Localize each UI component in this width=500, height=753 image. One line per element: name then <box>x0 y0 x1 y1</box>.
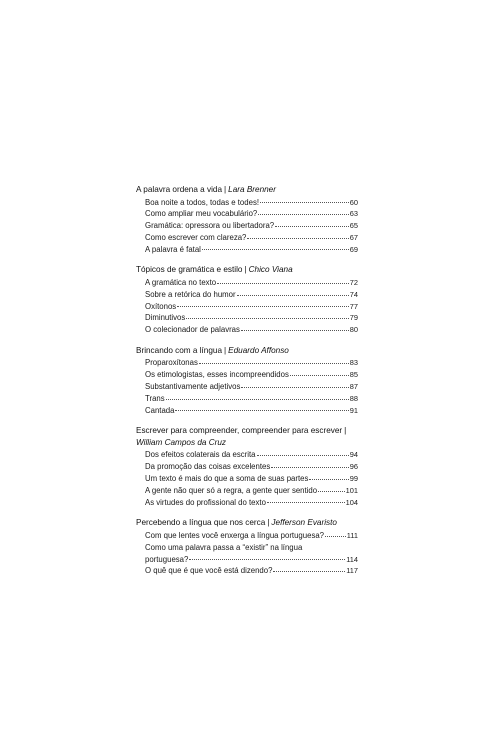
entry-title: A palavra é fatal <box>145 244 201 254</box>
toc-entry[interactable] <box>145 461 358 473</box>
dot-leader <box>237 295 349 296</box>
entry-page: 83 <box>349 358 358 368</box>
entry-page: 114 <box>346 554 358 564</box>
toc-entry[interactable] <box>145 220 358 232</box>
entry-page: 72 <box>349 277 358 287</box>
entry-title: Como escrever com clareza? <box>145 232 247 242</box>
dot-leader <box>257 455 349 456</box>
entry-page: 91 <box>349 405 358 415</box>
dot-leader <box>247 238 348 239</box>
dot-leader <box>241 330 349 331</box>
entry-page: 80 <box>349 325 358 335</box>
toc-section <box>136 517 358 577</box>
entry-title: Diminutivos <box>145 313 186 323</box>
dot-leader <box>267 502 345 503</box>
entry-page: 65 <box>349 221 358 231</box>
dot-leader <box>325 536 346 537</box>
entry-page: 99 <box>349 474 358 484</box>
dot-leader <box>202 249 349 250</box>
dot-leader <box>271 467 349 468</box>
entry-title: A gramática no texto <box>145 277 217 287</box>
entry-title-continued-line <box>145 554 358 566</box>
separator: | <box>344 426 347 436</box>
toc-entry[interactable] <box>145 301 358 313</box>
toc-entry[interactable] <box>145 381 358 393</box>
separator: | <box>224 185 227 194</box>
toc-entry[interactable] <box>145 393 358 405</box>
entry-title: As virtudes do profissional do texto <box>145 497 266 507</box>
dot-leader <box>217 283 349 284</box>
dot-leader <box>258 214 349 215</box>
entry-title: Os etimologistas, esses incompreendidos <box>145 370 289 380</box>
toc-entry[interactable] <box>145 473 358 485</box>
entry-title: Sobre a retórica do humor <box>145 289 236 299</box>
entry-page: 96 <box>349 462 358 472</box>
entry-title: Cantada <box>145 405 175 415</box>
toc-entry[interactable] <box>145 497 358 509</box>
toc-entry[interactable] <box>145 312 358 324</box>
entry-title: Boa noite a todos, todas e todes! <box>145 197 260 207</box>
toc-section <box>136 425 358 508</box>
entry-title: Substantivamente adjetivos <box>145 382 241 392</box>
dot-leader <box>199 363 349 364</box>
section-author: Lara Brenner <box>228 185 276 194</box>
section-heading <box>136 264 358 276</box>
dot-leader <box>241 387 348 388</box>
dot-leader <box>177 306 349 307</box>
entry-title: Trans <box>145 393 165 403</box>
entry-page: 77 <box>349 301 358 311</box>
separator: | <box>224 345 227 355</box>
entry-title: Da promoção das coisas excelentes <box>145 462 271 472</box>
entry-page: 74 <box>349 289 358 299</box>
entry-title-continued: portuguesa? <box>145 554 189 564</box>
toc-entry[interactable] <box>145 405 358 417</box>
entry-page: 117 <box>346 566 358 576</box>
toc-entry[interactable] <box>145 357 358 369</box>
entry-page: 63 <box>349 209 358 219</box>
section-author: Chico Viana <box>248 265 293 275</box>
toc-entry[interactable] <box>145 530 358 542</box>
section-heading <box>136 345 358 357</box>
toc-entry[interactable] <box>145 289 358 301</box>
entry-page: 60 <box>349 197 358 207</box>
separator: | <box>267 518 270 528</box>
dot-leader <box>318 491 345 492</box>
entry-page: 79 <box>349 313 358 323</box>
dot-leader <box>175 410 348 411</box>
toc-entry[interactable] <box>145 369 358 381</box>
entry-title: Gramática: opressora ou libertadora? <box>145 221 275 231</box>
entry-title: O quê que é que você está dizendo? <box>145 566 273 576</box>
entry-title: Oxítonos <box>145 301 177 311</box>
section-title: A palavra ordena a vida <box>136 185 223 194</box>
toc-entry[interactable] <box>145 277 358 289</box>
entry-page: 88 <box>349 393 358 403</box>
toc-entry[interactable] <box>145 232 358 244</box>
dot-leader <box>290 375 349 376</box>
entry-title: Com que lentes você enxerga a língua portuguesa? <box>145 530 325 540</box>
toc-entry[interactable] <box>145 244 358 256</box>
toc-entry[interactable] <box>145 197 358 209</box>
entry-page: 94 <box>349 450 358 460</box>
toc-entry[interactable] <box>145 565 358 577</box>
toc-entry[interactable] <box>145 449 358 461</box>
dot-leader <box>166 399 349 400</box>
entry-page: 67 <box>349 232 358 242</box>
entry-title: Um texto é mais do que a soma de suas partes <box>145 474 309 484</box>
entry-title: Como uma palavra passa a “existir” na língua <box>145 542 303 552</box>
section-author: William Campos da Cruz <box>136 437 227 447</box>
dot-leader <box>275 226 349 227</box>
toc-section <box>136 345 358 416</box>
toc-entry[interactable] <box>145 485 358 497</box>
section-title: Tópicos de gramática e estilo <box>136 265 243 275</box>
entry-page: 104 <box>345 497 358 507</box>
toc-entry[interactable] <box>145 208 358 220</box>
entry-page: 111 <box>346 530 358 540</box>
section-title: Percebendo a língua que nos cerca <box>136 518 266 528</box>
dot-leader <box>273 571 345 572</box>
entry-page: 69 <box>349 244 358 254</box>
entry-title: O colecionador de palavras <box>145 325 240 335</box>
entry-title: Proparoxítonas <box>145 358 198 368</box>
dot-leader <box>186 318 348 319</box>
entry-page: 101 <box>345 485 358 495</box>
toc-section <box>136 264 358 335</box>
section-title: Brincando com a língua <box>136 345 223 355</box>
separator: | <box>244 265 247 275</box>
section-heading <box>136 425 358 448</box>
toc-entry[interactable] <box>145 324 358 336</box>
entry-title: Como ampliar meu vocabulário? <box>145 209 258 219</box>
table-of-contents <box>136 184 358 586</box>
section-author: Jefferson Evaristo <box>271 518 337 528</box>
entry-page: 87 <box>349 382 358 392</box>
section-author: Eduardo Affonso <box>228 345 289 355</box>
dot-leader <box>309 479 348 480</box>
dot-leader <box>189 559 345 560</box>
toc-section <box>136 184 358 255</box>
toc-entry[interactable] <box>145 542 358 566</box>
entry-title: Dos efeitos colaterais da escrita <box>145 450 256 460</box>
entry-page: 85 <box>349 370 358 380</box>
dot-leader <box>260 202 349 203</box>
section-heading <box>136 184 358 196</box>
entry-title: A gente não quer só a regra, a gente quer sentido <box>145 485 318 495</box>
section-heading <box>136 517 358 529</box>
section-title: Escrever para compreender, compreender para escrever <box>136 426 343 436</box>
